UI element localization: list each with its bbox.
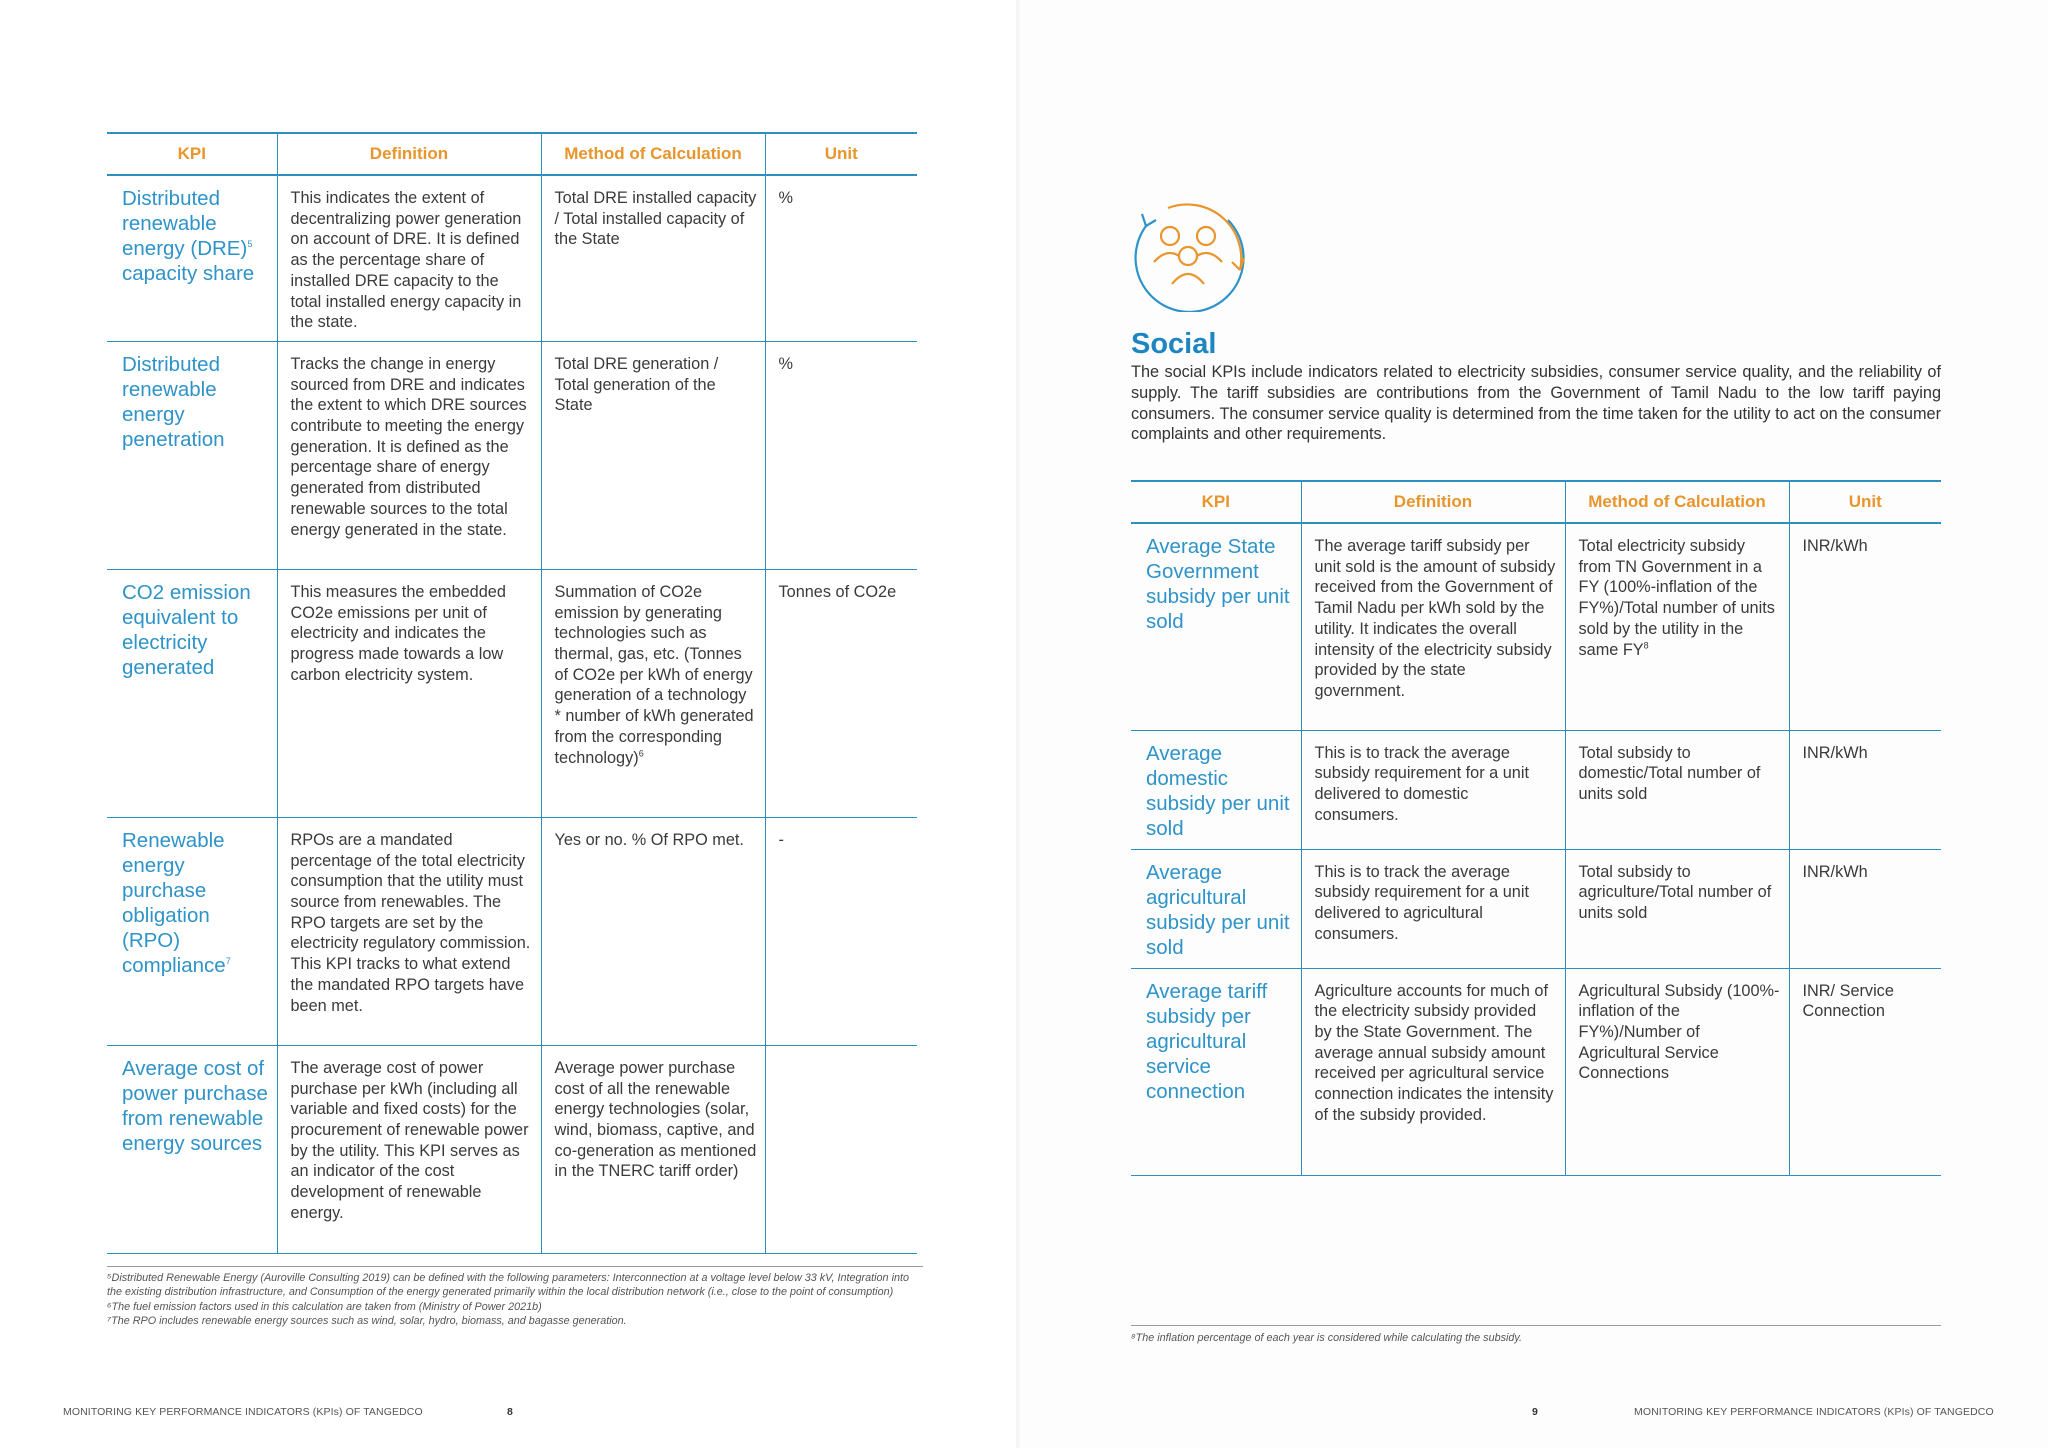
kpi-unit: -: [765, 817, 917, 1045]
table-row: [1131, 730, 1941, 849]
page-number: 9: [1532, 1406, 1538, 1418]
header-method: Method of Calculation: [541, 133, 765, 175]
table-header-row: [1131, 481, 1941, 523]
kpi-method: Total subsidy to agriculture/Total number of units sold: [1565, 849, 1789, 968]
kpi-unit: [765, 1045, 917, 1253]
running-title: MONITORING KEY PERFORMANCE INDICATORS (KPIs) OF TANGEDCO: [63, 1406, 423, 1418]
kpi-name: Average domestic subsidy per unit sold: [1131, 730, 1301, 849]
section-intro: The social KPIs include indicators related to electricity subsidies, consumer service quality, and the reliability of supply. The tariff subsidies are contributions from the Government of Tamil Nadu to the low tariff paying consumers. The consumer service quality is determined from the time taken for the utility to act on the consumer complaints and other requirements.: [1131, 363, 1941, 444]
table-row: [107, 569, 917, 817]
kpi-definition: Agriculture accounts for much of the electricity subsidy provided by the State Government. The average annual subsidy amount received per agricultural service connection indicates the intensity of the subsidy provided.: [1301, 968, 1565, 1175]
header-kpi: KPI: [107, 133, 277, 175]
kpi-unit: INR/kWh: [1789, 849, 1941, 968]
kpi-name: Distributed renewable energy penetration: [107, 341, 277, 569]
table-header-row: [107, 133, 917, 175]
kpi-unit: INR/kWh: [1789, 730, 1941, 849]
table-row: [1131, 523, 1941, 730]
kpi-definition: The average cost of power purchase per kWh (including all variable and fixed costs) for the procurement of renewable power by the utility. This KPI serves as an indicator of the cost development of renewable energy.: [277, 1045, 541, 1253]
footnotes: [1131, 1325, 1941, 1345]
section-heading: Social: [1131, 328, 1217, 360]
kpi-name: CO2 emission equivalent to electricity generated: [107, 569, 277, 817]
kpi-definition: Tracks the change in energy sourced from DRE and indicates the extent to which DRE sources contribute to meeting the energy generation. It is defined as the percentage share of energy generated from distributed renewable sources to the total energy generated in the state.: [277, 341, 541, 569]
table-row: [107, 175, 917, 341]
kpi-method: Total electricity subsidy from TN Government in a FY (100%-inflation of the FY%)/Total number of units sold by the utility in the same $FY^8$: [1565, 523, 1789, 730]
table-row: [1131, 849, 1941, 968]
table-row: [107, 341, 917, 569]
kpi-name: Average agricultural subsidy per unit sold: [1131, 849, 1301, 968]
kpi-method: Average power purchase cost of all the renewable energy technologies (solar, wind, biomass, captive, and co-generation as mentioned in the TNERC tariff order): [541, 1045, 765, 1253]
social-kpi-table: [1131, 480, 1941, 1176]
header-method: Method of Calculation: [1565, 481, 1789, 523]
people-cycle-icon: [1128, 200, 1248, 312]
table-row: [107, 817, 917, 1045]
kpi-unit: INR/ Service Connection: [1789, 968, 1941, 1175]
kpi-definition: The average tariff subsidy per unit sold is the amount of subsidy received from the Government of Tamil Nadu per kWh sold by the utility. It indicates the overall intensity of the electricity subsidy provided by the state government.: [1301, 523, 1565, 730]
kpi-unit: %: [765, 341, 917, 569]
header-definition: Definition: [1301, 481, 1565, 523]
kpi-name: Average tariff subsidy per agricultural service connection: [1131, 968, 1301, 1175]
kpi-method: Total subsidy to domestic/Total number of units sold: [1565, 730, 1789, 849]
kpi-method: Agricultural Subsidy (100%-inflation of the FY%)/Number of Agricultural Service Connections: [1565, 968, 1789, 1175]
header-unit: Unit: [765, 133, 917, 175]
page-number: 8: [507, 1406, 513, 1418]
table-row: [1131, 968, 1941, 1175]
kpi-name: Average cost of power purchase from renewable energy sources: [107, 1045, 277, 1253]
environmental-kpi-table: [107, 132, 917, 1254]
kpi-definition: This indicates the extent of decentralizing power generation on account of DRE. It is defined as the percentage share of installed DRE capacity to the total installed energy capacity in the state.: [277, 175, 541, 341]
kpi-name: Average State Government subsidy per unit sold: [1131, 523, 1301, 730]
kpi-definition: RPOs are a mandated percentage of the total electricity consumption that the utility must source from renewables. The RPO targets are set by the electricity regulatory commission. This KPI tracks to what extend the mandated RPO targets have been met.: [277, 817, 541, 1045]
kpi-name: Renewable energy purchase obligation (RPO) compliance$^7$: [107, 817, 277, 1045]
kpi-method: Total DRE installed capacity / Total installed capacity of the State: [541, 175, 765, 341]
kpi-definition: This is to track the average subsidy requirement for a unit delivered to agricultural consumers.: [1301, 849, 1565, 968]
footnote: ⁶The fuel emission factors used in this calculation are taken from (Ministry of Power 2021b): [107, 1300, 542, 1313]
header-definition: Definition: [277, 133, 541, 175]
header-kpi: KPI: [1131, 481, 1301, 523]
table-row: [107, 1045, 917, 1253]
kpi-method: Yes or no. % Of RPO met.: [541, 817, 765, 1045]
kpi-unit: INR/kWh: [1789, 523, 1941, 730]
kpi-definition: This measures the embedded CO2e emissions per unit of electricity and indicates the progress made towards a low carbon electricity system.: [277, 569, 541, 817]
kpi-unit: Tonnes of CO2e: [765, 569, 917, 817]
kpi-unit: %: [765, 175, 917, 341]
kpi-name: Distributed renewable energy (DRE)$^5$ capacity share: [107, 175, 277, 341]
header-unit: Unit: [1789, 481, 1941, 523]
footnotes: [107, 1266, 923, 1329]
running-title: MONITORING KEY PERFORMANCE INDICATORS (KPIs) OF TANGEDCO: [1634, 1406, 1994, 1418]
kpi-method: Summation of CO2e emission by generating technologies such as thermal, gas, etc. (Tonnes of CO2e per kWh of energy generation of a technology * number of kWh generated from the corresponding technology)$^6$: [541, 569, 765, 817]
kpi-method: Total DRE generation / Total generation of the State: [541, 341, 765, 569]
footnote: ⁷The RPO includes renewable energy sources such as wind, solar, hydro, biomass, and bagasse generation.: [107, 1315, 627, 1328]
kpi-definition: This is to track the average subsidy requirement for a unit delivered to domestic consumers.: [1301, 730, 1565, 849]
footnote: ⁸The inflation percentage of each year is considered while calculating the subsidy.: [1131, 1332, 1522, 1344]
left-page: [0, 0, 1020, 1448]
footnote: ⁵Distributed Renewable Energy (Auroville Consulting 2019) can be defined with the following parameters: Interconnection at a voltage level below 33 kV, Integration into the existing distribution infrastructure, and Consumption of the energy generated primarily within the local distribution network (i.e., close to the point of consumption): [107, 1272, 909, 1299]
